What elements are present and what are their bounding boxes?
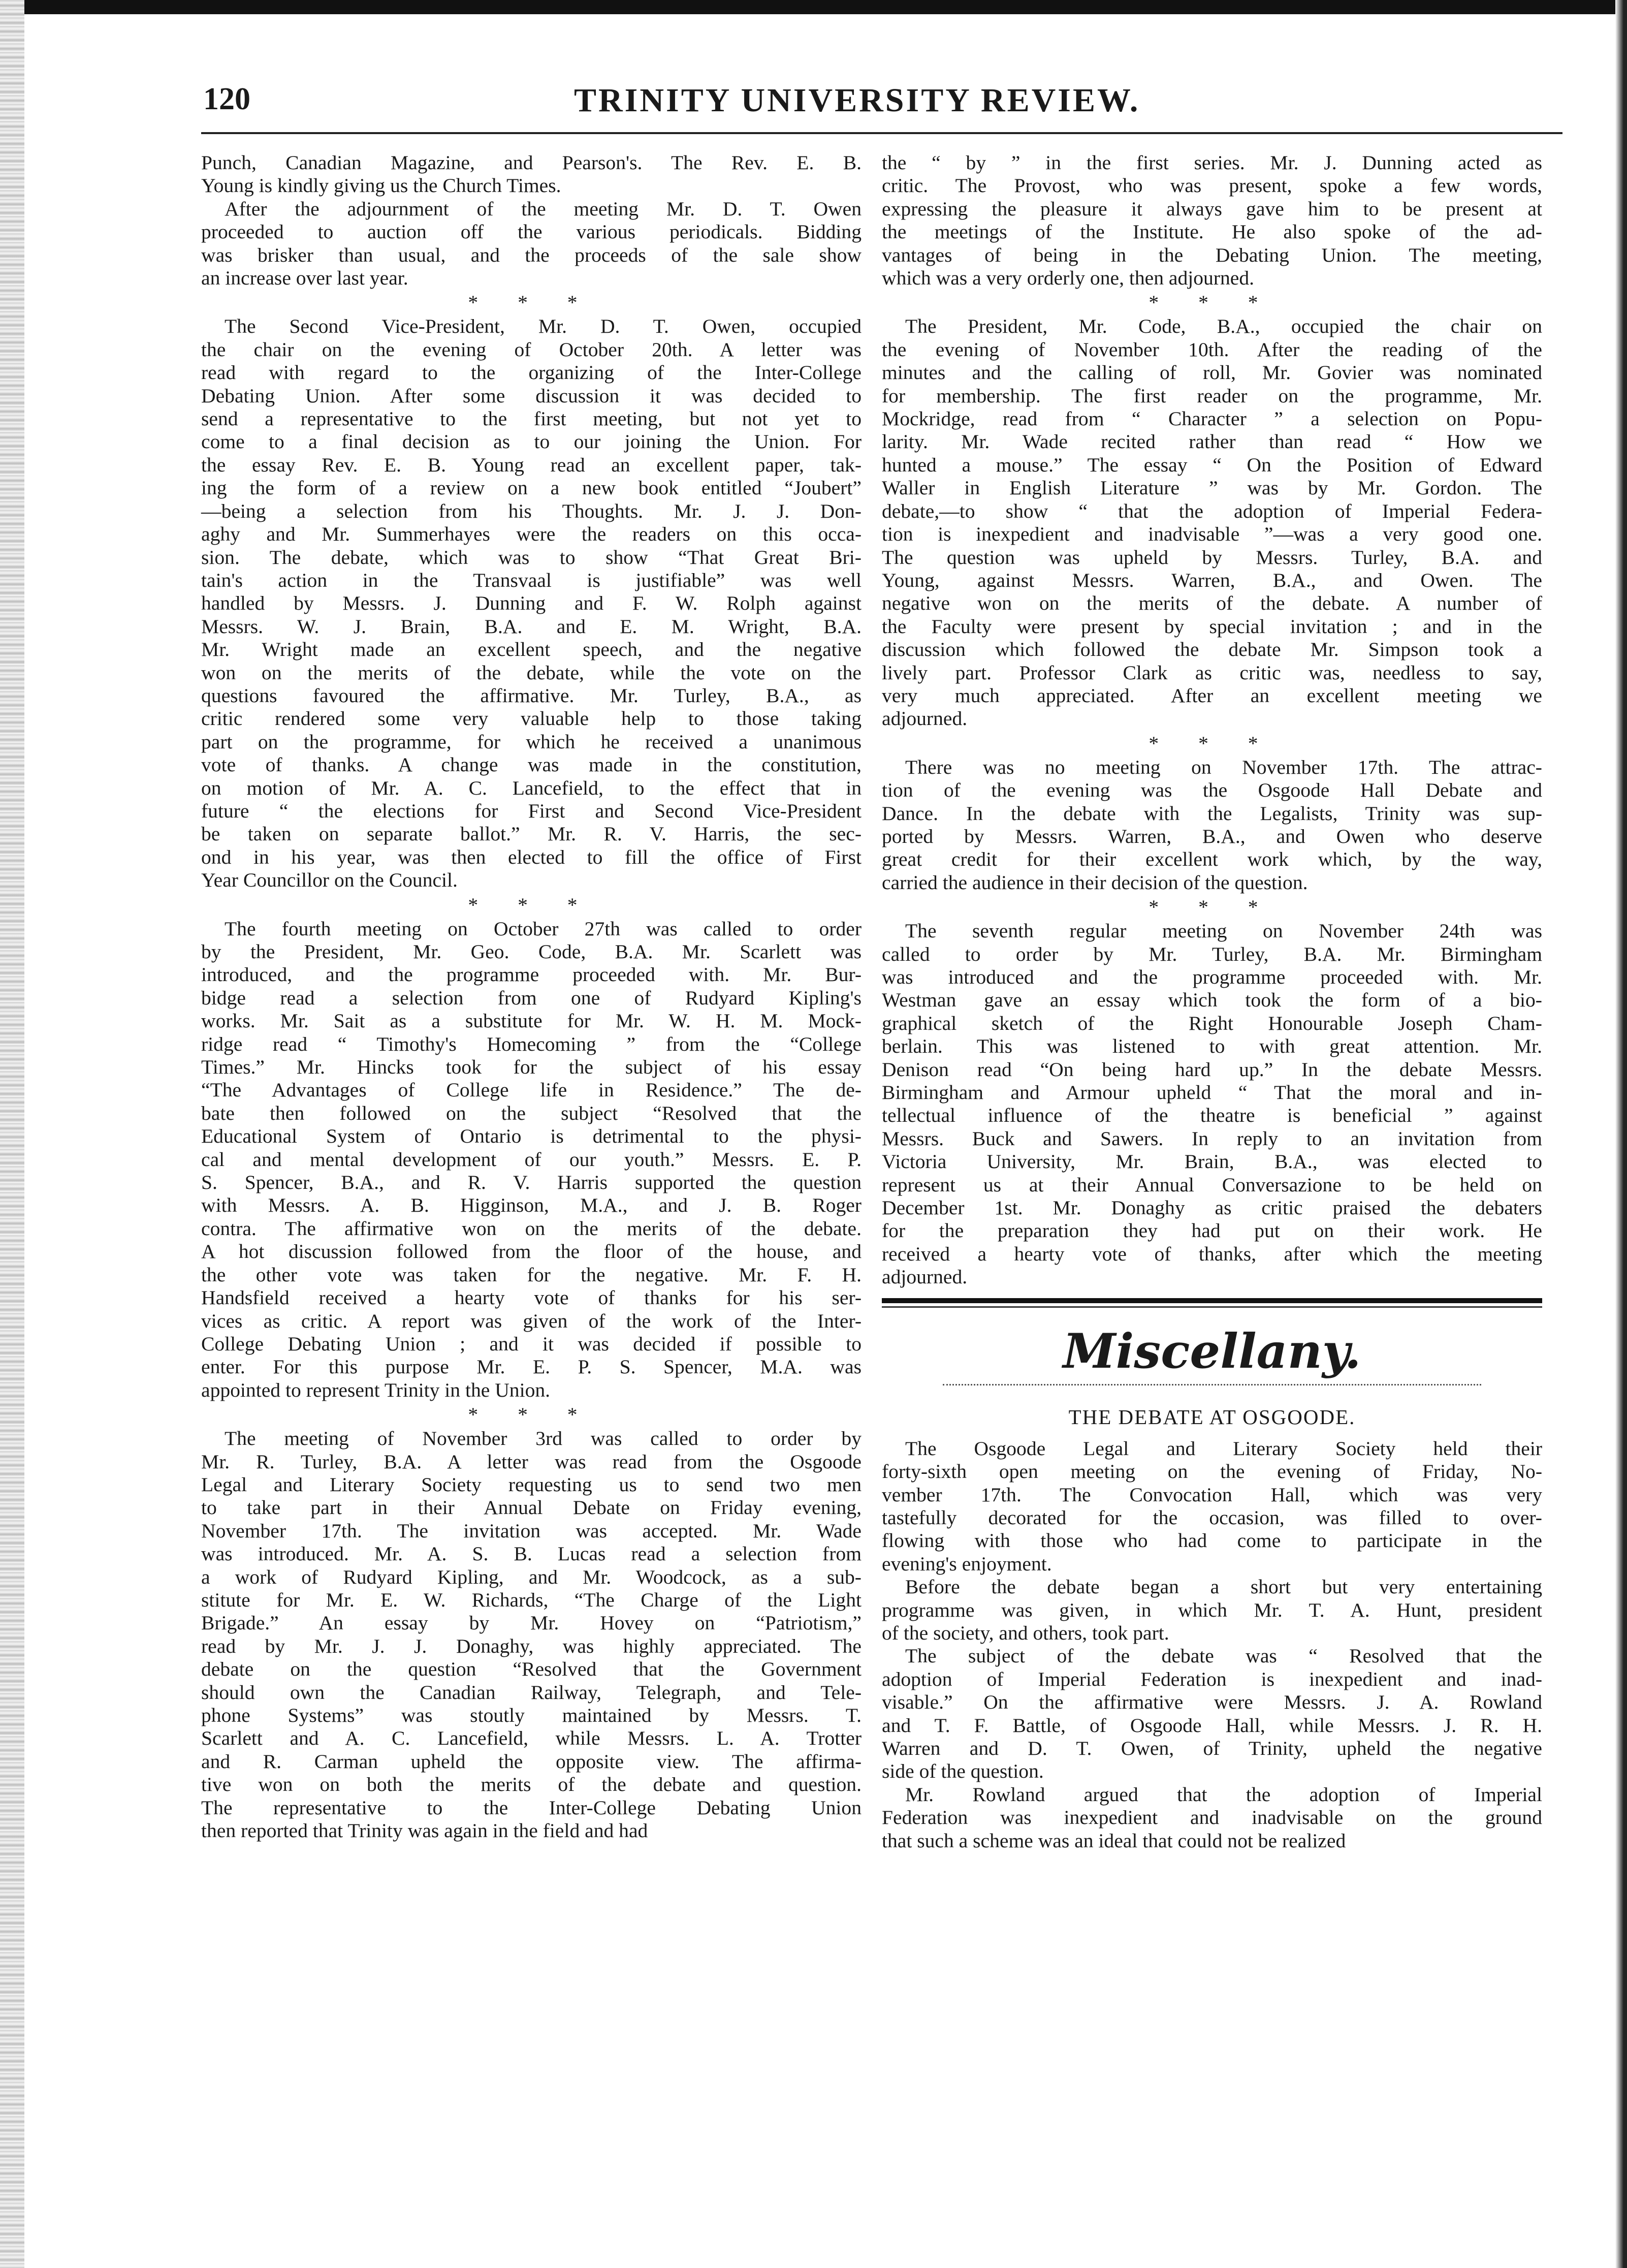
text-line: Mr. Wright made an excellent speech, and the negative	[201, 638, 862, 661]
left-column	[201, 151, 862, 1842]
text-line: was brisker than usual, and the proceeds of the sale show	[201, 243, 862, 266]
text-line: Messrs. W. J. Brain, B.A. and E. M. Wright, B.A.	[201, 615, 862, 638]
text-line: evening's enjoyment.	[882, 1552, 1052, 1575]
text-line: was introduced. Mr. A. S. B. Lucas read a selection from	[201, 1542, 862, 1565]
heading-dotted-rule	[943, 1384, 1481, 1385]
text-line: a work of Rudyard Kipling, and Mr. Woodcock, as a sub-	[201, 1565, 862, 1588]
text-line: Year Councillor on the Council.	[201, 869, 458, 892]
text-line: Times.” Mr. Hincks took for the subject of his essay	[201, 1056, 862, 1079]
section-separator-stars: * * *	[468, 291, 595, 314]
text-line: critic rendered some very valuable help to those taking	[201, 707, 862, 730]
text-line: on motion of Mr. A. C. Lancefield, to the effect that in	[201, 776, 862, 799]
text-line: the evening of November 10th. After the reading of the	[882, 338, 1542, 361]
text-line: called to order by Mr. Turley, B.A. Mr. Birmingham	[882, 942, 1542, 965]
section-separator-stars: * * *	[468, 1403, 595, 1426]
text-line: then reported that Trinity was again in the field and had	[201, 1819, 648, 1842]
text-line: by the President, Mr. Geo. Code, B.A. Mr. Scarlett was	[201, 940, 862, 963]
text-line: tion is inexpedient and inadvisable ”—was a very good one.	[882, 523, 1542, 546]
text-line: the essay Rev. E. B. Young read an excellent paper, tak-	[201, 453, 862, 476]
minutes-paragraph	[201, 198, 862, 290]
section-separator-stars: * * *	[1149, 732, 1275, 754]
text-line: hunted a mouse.” The essay “ On the Position of Edward	[882, 453, 1542, 476]
text-line: part on the programme, for which he received a unanimous	[201, 730, 862, 753]
text-line: questions favoured the affirmative. Mr. Turley, B.A., as	[201, 684, 862, 707]
text-line: Handsfield received a hearty vote of thanks for his ser-	[201, 1286, 862, 1309]
scan-right-edge	[1615, 0, 1627, 2268]
text-line: carried the audience in their decision of the question.	[882, 871, 1308, 894]
text-line: that such a scheme was an ideal that could not be realized	[882, 1829, 1346, 1852]
text-line: future “ the elections for First and Second Vice-President	[201, 799, 862, 822]
text-line: programme was given, in which Mr. T. A. Hunt, president	[882, 1598, 1542, 1621]
text-line: negative won on the merits of the debate. A number of	[882, 592, 1542, 615]
minutes-paragraph	[201, 315, 862, 892]
minutes-paragraph	[882, 920, 1542, 1289]
text-line: Westman gave an essay which took the form of a bio-	[882, 989, 1542, 1012]
text-line: The Second Vice-President, Mr. D. T. Owen, occupied	[225, 315, 862, 338]
text-line: ond in his year, was then elected to fill the office of First	[201, 845, 862, 868]
text-line: sion. The debate, which was to show “That Great Bri-	[201, 546, 862, 569]
text-line: tain's action in the Transvaal is justifiable” was well	[201, 569, 862, 591]
text-line: tive won on both the merits of the debate and question.	[201, 1773, 862, 1796]
text-line: enter. For this purpose Mr. E. P. S. Spencer, M.A. was	[201, 1356, 862, 1378]
text-line: The subject of the debate was “ Resolved that the	[905, 1645, 1542, 1667]
text-line: discussion which followed the debate Mr. Simpson took a	[882, 638, 1542, 661]
text-line: appointed to represent Trinity in the Union.	[201, 1378, 551, 1401]
text-line: the other vote was taken for the negative. Mr. F. H.	[201, 1263, 862, 1286]
text-line: larity. Mr. Wade recited rather than read “ How we	[882, 430, 1542, 453]
text-line: visable.” On the affirmative were Messrs. J. A. Rowland	[882, 1691, 1542, 1714]
text-line: debate,—to show “ that the adoption of Imperial Federa-	[882, 499, 1542, 522]
text-line: send a representative to the first meeting, but not yet to	[201, 407, 862, 430]
article-paragraph	[882, 1437, 1542, 1576]
text-line: Debating Union. After some discussion it was decided to	[201, 384, 862, 407]
text-line: should own the Canadian Railway, Telegraph, and Tele-	[201, 1681, 862, 1704]
text-line: the “ by ” in the first series. Mr. J. Dunning acted as	[882, 151, 1542, 174]
scan-top-border	[0, 0, 1627, 14]
text-line: ing the form of a review on a new book entitled “Joubert”	[201, 477, 862, 499]
text-line: Scarlett and A. C. Lancefield, while Messrs. L. A. Trotter	[201, 1727, 862, 1750]
text-line: Denison read “On being hard up.” In the debate Messrs.	[882, 1058, 1542, 1081]
text-line: berlain. This was listened to with great attention. Mr.	[882, 1035, 1542, 1058]
text-line: The seventh regular meeting on November 24th was	[905, 920, 1542, 942]
text-line: “The Advantages of College life in Residence.” The de-	[201, 1079, 862, 1101]
text-line: phone Systems” was stoutly maintained by Messrs. T.	[201, 1704, 862, 1726]
minutes-paragraph	[882, 151, 1542, 290]
text-line: ported by Messrs. Warren, B.A., and Owen who deserve	[882, 825, 1542, 847]
text-line: Young is kindly giving us the Church Times.	[201, 174, 561, 197]
text-line: with Messrs. A. B. Higginson, M.A., and J. B. Roger	[201, 1194, 862, 1217]
text-line: —being a selection from his Thoughts. Mr. J. J. Don-	[201, 499, 862, 522]
scan-binding-edge	[0, 0, 24, 2268]
text-line: tellectual influence of the theatre is beneficial ” against	[882, 1104, 1542, 1127]
text-line: read with regard to the organizing of the Inter-College	[201, 361, 862, 384]
text-line: The Osgoode Legal and Literary Society held their	[905, 1437, 1542, 1460]
text-line: introduced, and the programme proceeded with. Mr. Bur-	[201, 963, 862, 986]
text-line: The representative to the Inter-College Debating Union	[201, 1796, 862, 1819]
text-line: flowing with those who had come to participate in the	[882, 1529, 1542, 1552]
section-separator-stars: * * *	[1149, 896, 1275, 919]
text-line: Educational System of Ontario is detrimental to the physi-	[201, 1125, 862, 1148]
article-paragraph	[882, 1576, 1542, 1645]
text-line: Waller in English Literature ” was by Mr. Gordon. The	[882, 477, 1542, 499]
section-separator-stars: * * *	[468, 893, 595, 916]
text-line: vantages of being in the Debating Union. The meeting,	[882, 243, 1542, 266]
text-line: vember 17th. The Convocation Hall, which was very	[882, 1483, 1542, 1506]
text-line: the chair on the evening of October 20th. A letter was	[201, 338, 862, 361]
text-line: and T. F. Battle, of Osgoode Hall, while Messrs. J. R. H.	[882, 1714, 1542, 1737]
text-line: A hot discussion followed from the floor of the house, and	[201, 1240, 862, 1263]
text-line: represent us at their Annual Conversazione to be held on	[882, 1173, 1542, 1196]
text-line: minutes and the calling of roll, Mr. Govier was nominated	[882, 361, 1542, 384]
miscellany-heading: Miscellany.	[1063, 1323, 1361, 1379]
text-line: Dance. In the debate with the Legalists, Trinity was sup-	[882, 802, 1542, 825]
text-line: debate on the question “Resolved that the Government	[201, 1658, 862, 1681]
text-line: Federation was inexpedient and inadvisable on the ground	[882, 1806, 1542, 1829]
text-line: for membership. The first reader on the programme, Mr.	[882, 384, 1542, 407]
text-line: adjourned.	[882, 707, 968, 730]
text-line: Warren and D. T. Owen, of Trinity, upheld the negative	[882, 1737, 1542, 1759]
text-line: adjourned.	[882, 1266, 968, 1288]
section-divider-thin	[882, 1306, 1542, 1308]
text-line: critic. The Provost, who was present, spoke a few words,	[882, 174, 1542, 197]
section-divider-thick	[882, 1298, 1542, 1303]
text-line: and R. Carman upheld the opposite view. The affirma-	[201, 1750, 862, 1773]
text-line: an increase over last year.	[201, 267, 408, 290]
text-line: very much appreciated. After an excellent meeting we	[882, 684, 1542, 707]
text-line: ridge read “ Timothy's Homecoming ” from the “College	[201, 1032, 862, 1055]
text-line: contra. The affirmative won on the merits of the debate.	[201, 1217, 862, 1240]
text-line: lively part. Professor Clark as critic was, needless to say,	[882, 661, 1542, 684]
page-number: 120	[203, 82, 250, 116]
text-line: for the preparation they had put on their work. He	[882, 1219, 1542, 1242]
text-line: Mr. Rowland argued that the adoption of Imperial	[905, 1783, 1542, 1806]
header-rule	[201, 132, 1562, 134]
minutes-paragraph	[882, 756, 1542, 894]
text-line: which was a very orderly one, then adjourned.	[882, 267, 1255, 290]
text-line: S. Spencer, B.A., and R. V. Harris supported the question	[201, 1171, 862, 1194]
text-line: Punch, Canadian Magazine, and Pearson's. The Rev. E. B.	[201, 151, 862, 174]
text-line: Victoria University, Mr. Brain, B.A., was elected to	[882, 1150, 1542, 1173]
text-line: graphical sketch of the Right Honourable Joseph Cham-	[882, 1012, 1542, 1034]
text-line: After the adjournment of the meeting Mr. D. T. Owen	[225, 197, 862, 220]
text-line: The meeting of November 3rd was called to order by	[225, 1427, 862, 1450]
text-line: side of the question.	[882, 1760, 1044, 1783]
section-separator-stars: * * *	[1149, 291, 1275, 314]
text-line: bidge read a selection from one of Rudyard Kipling's	[201, 986, 862, 1009]
text-line: Brigade.” An essay by Mr. Hovey on “Patriotism,”	[201, 1612, 862, 1634]
text-line: The President, Mr. Code, B.A., occupied the chair on	[905, 315, 1542, 338]
text-line: tastefully decorated for the occasion, was filled to over-	[882, 1506, 1542, 1529]
text-line: was introduced and the programme proceeded with. Mr.	[882, 966, 1542, 988]
text-line: Mr. R. Turley, B.A. A letter was read from the Osgoode	[201, 1450, 862, 1473]
text-line: to take part in their Annual Debate on Friday evening,	[201, 1496, 862, 1519]
society-minutes-continued	[882, 151, 1542, 1289]
text-line: stitute for Mr. E. W. Richards, “The Charge of the Light	[201, 1588, 862, 1611]
text-line: the Faculty were present by special invitation ; and in the	[882, 615, 1542, 638]
text-line: Before the debate began a short but very entertaining	[905, 1576, 1542, 1598]
text-line: Mockridge, read from “ Character ” a selection on Popu-	[882, 407, 1542, 430]
article-paragraph	[882, 1645, 1542, 1783]
text-line: works. Mr. Sait as a substitute for Mr. W. H. M. Mock-	[201, 1010, 862, 1032]
text-line: aghy and Mr. Summerhayes were the readers on this occa-	[201, 523, 862, 546]
text-line: vices as critic. A report was given of the work of the Inter-	[201, 1309, 862, 1332]
text-line: bate then followed on the subject “Resolved that the	[201, 1101, 862, 1124]
text-line: of the society, and others, took part.	[882, 1621, 1169, 1644]
article-paragraph	[882, 1783, 1542, 1852]
article-body	[882, 1437, 1542, 1852]
text-line: the meetings of the Institute. He also spoke of the ad-	[882, 220, 1542, 243]
text-line: received a hearty vote of thanks, after which the meeting	[882, 1242, 1542, 1265]
minutes-paragraph	[201, 151, 862, 198]
running-title: TRINITY UNIVERSITY REVIEW.	[574, 82, 1140, 119]
text-line: December 1st. Mr. Donaghy as critic praised the debaters	[882, 1196, 1542, 1219]
minutes-paragraph	[882, 315, 1542, 730]
text-line: Young, against Messrs. Warren, B.A., and Owen. The	[882, 569, 1542, 591]
text-line: College Debating Union ; and it was decided if possible to	[201, 1332, 862, 1355]
text-line: Birmingham and Armour upheld “ That the moral and in-	[882, 1081, 1542, 1104]
text-line: The fourth meeting on October 27th was called to order	[225, 917, 862, 940]
text-line: Messrs. Buck and Sawers. In reply to an invitation from	[882, 1127, 1542, 1150]
text-line: won on the merits of the debate, while the vote on the	[201, 661, 862, 684]
text-line: tion of the evening was the Osgoode Hall Debate and	[882, 779, 1542, 802]
text-line: There was no meeting on November 17th. The attrac-	[905, 755, 1542, 778]
minutes-paragraph	[201, 1427, 862, 1842]
text-line: adoption of Imperial Federation is inexpedient and inad-	[882, 1667, 1542, 1690]
text-line: great credit for their excellent work which, by the way,	[882, 848, 1542, 871]
text-line: handled by Messrs. J. Dunning and F. W. Rolph against	[201, 592, 862, 615]
text-line: November 17th. The invitation was accepted. Mr. Wade	[201, 1519, 862, 1542]
minutes-paragraph	[201, 918, 862, 1402]
text-line: come to a final decision as to our joining the Union. For	[201, 430, 862, 453]
text-line: vote of thanks. A change was made in the constitution,	[201, 753, 862, 776]
article-title: THE DEBATE AT OSGOODE.	[1068, 1405, 1356, 1429]
text-line: The question was upheld by Messrs. Turley, B.A. and	[882, 546, 1542, 569]
text-line: expressing the pleasure it always gave him to be present at	[882, 197, 1542, 220]
text-line: cal and mental development of our youth.” Messrs. E. P.	[201, 1148, 862, 1171]
text-line: Legal and Literary Society requesting us to send two men	[201, 1473, 862, 1496]
text-line: proceeded to auction off the various periodicals. Bidding	[201, 220, 862, 243]
right-column	[882, 151, 1542, 1852]
text-line: forty-sixth open meeting on the evening of Friday, No-	[882, 1460, 1542, 1483]
text-line: read by Mr. J. J. Donaghy, was highly appreciated. The	[201, 1634, 862, 1657]
text-line: be taken on separate ballot.” Mr. R. V. Harris, the sec-	[201, 823, 862, 845]
